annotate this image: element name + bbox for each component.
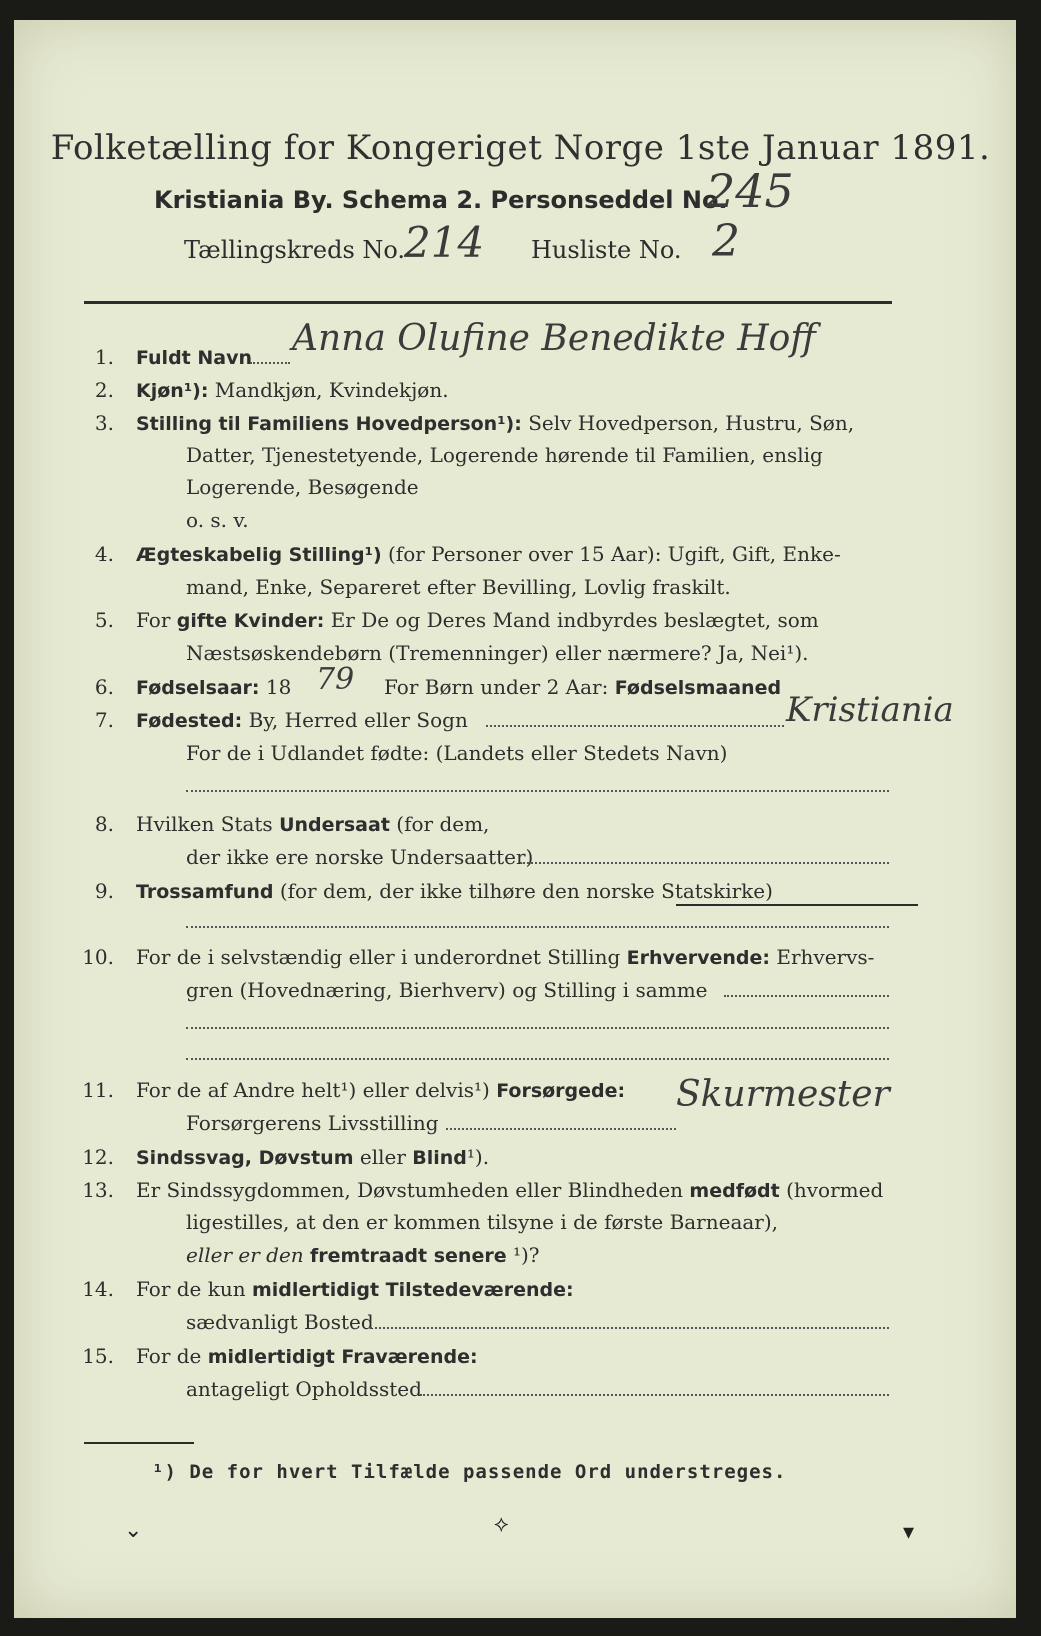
- field-3-number: 3.: [94, 411, 114, 435]
- field-3-row: Stilling til Familiens Hovedperson¹): Selv Hovedperson, Hustru, Søn,: [136, 411, 855, 435]
- corner-mark-center: ⟡: [494, 1512, 509, 1537]
- field-1-dots: [250, 362, 290, 364]
- field-4-row: Ægteskabelig Stilling¹) (for Personer over 15 Aar): Ugift, Gift, Enke-: [136, 542, 841, 566]
- field-7-row: Fødested: By, Herred eller Sogn: [136, 708, 468, 732]
- field-8-dots: [520, 862, 889, 864]
- field-7-blank-line: [186, 790, 889, 792]
- field-1-name-value: Anna Olufine Benedikte Hoff: [292, 318, 816, 359]
- field-14-number: 14.: [82, 1277, 114, 1301]
- footnote: ¹) De for hvert Tilfælde passende Ord understreges.: [152, 1461, 787, 1483]
- schema-line: [154, 186, 728, 214]
- field-15-number: 15.: [82, 1344, 114, 1368]
- field-11-provider-value: Skurmester: [676, 1074, 890, 1115]
- field-8-number: 8.: [94, 812, 114, 836]
- field-9-blank-line: [186, 926, 889, 928]
- field-11-row: For de af Andre helt¹) eller delvis¹) Forsørgede:: [136, 1078, 626, 1102]
- field-11-dots: [446, 1128, 676, 1130]
- field-1-label: Fuldt Navn: [136, 347, 253, 369]
- field-1-number: 1.: [94, 345, 114, 369]
- field-15-dots: [420, 1394, 889, 1396]
- field-15-line2: antageligt Opholdssted: [186, 1377, 422, 1401]
- field-9-row: Trossamfund (for dem, der ikke tilhøre den norske Statskirke): [136, 879, 773, 903]
- field-13-line3: eller er den fremtraadt senere ¹)?: [186, 1243, 540, 1267]
- field-14-row: For de kun midlertidigt Tilstedeværende:: [136, 1277, 574, 1301]
- taellingskreds-number: 214: [404, 218, 485, 267]
- field-5-number: 5.: [94, 608, 114, 632]
- field-6-row: Fødselsaar: 18: [136, 675, 292, 699]
- footnote-rule: [84, 1442, 194, 1444]
- field-4-number: 4.: [94, 542, 114, 566]
- field-15-row: For de midlertidigt Fraværende:: [136, 1344, 478, 1368]
- taellingskreds-label: Tællingskreds No.: [184, 236, 406, 264]
- field-3-line4: o. s. v.: [186, 508, 249, 532]
- field-11-line2: Forsørgerens Livsstilling: [186, 1111, 439, 1135]
- field-3-line3: Logerende, Besøgende: [186, 475, 419, 499]
- husliste-label: Husliste No.: [531, 236, 682, 264]
- field-10-dots: [724, 995, 889, 997]
- field-8-line2: der ikke ere norske Undersaatter): [186, 845, 534, 869]
- field-7-line2: For de i Udlandet fødte: (Landets eller Stedets Navn): [186, 741, 728, 765]
- husliste-number: 2: [712, 216, 740, 267]
- field-3-line2: Datter, Tjenestetyende, Logerende hørende til Familien, enslig: [186, 443, 823, 467]
- field-6-row-b: For Børn under 2 Aar: Fødselsmaaned: [384, 675, 782, 699]
- field-10-number: 10.: [82, 945, 114, 969]
- field-13-line2: ligestilles, at den er kommen tilsyne i de første Barneaar),: [186, 1210, 779, 1234]
- field-12-row: Sindssvag, Døvstum eller Blind¹).: [136, 1145, 490, 1169]
- corner-mark-left: ⌄: [124, 1518, 143, 1543]
- field-13-row: Er Sindssygdommen, Døvstumheden eller Blindheden medfødt (hvormed: [136, 1178, 884, 1202]
- field-5-line2: Næstsøskendebørn (Tremenninger) eller nærmere? Ja, Nei¹).: [186, 641, 809, 665]
- field-9-number: 9.: [94, 879, 114, 903]
- field-6-number: 6.: [94, 675, 114, 699]
- field-10-blank-line-2: [186, 1058, 889, 1060]
- field-5-row: For gifte Kvinder: Er De og Deres Mand indbyrdes beslægtet, som: [136, 608, 819, 632]
- field-13-number: 13.: [82, 1178, 114, 1202]
- field-10-line2: gren (Hovednæring, Bierhverv) og Stilling i samme: [186, 978, 708, 1002]
- form-title: Folketælling for Kongeriget Norge 1ste Januar 1891.: [50, 128, 991, 168]
- corner-mark-right: ▾: [903, 1520, 915, 1545]
- field-8-row: Hvilken Stats Undersaat (for dem,: [136, 812, 490, 836]
- field-2-number: 2.: [94, 378, 114, 402]
- field-7-number: 7.: [94, 708, 114, 732]
- field-2-row: Kjøn¹): Mandkjøn, Kvindekjøn.: [136, 378, 449, 402]
- personseddel-number: 245: [706, 164, 794, 218]
- field-11-number: 11.: [82, 1078, 114, 1102]
- field-10-row: For de i selvstændig eller i underordnet Stilling Erhvervende: Erhvervs-: [136, 945, 875, 969]
- field-7-dots: [486, 725, 784, 727]
- field-4-line2: mand, Enke, Separeret efter Bevilling, Lovlig fraskilt.: [186, 575, 731, 599]
- field-9-underline: [676, 904, 918, 906]
- field-14-dots: [370, 1327, 889, 1329]
- schema-line-label: Kristiania By. Schema 2. Personseddel No.: [154, 186, 728, 214]
- field-12-number: 12.: [82, 1145, 114, 1169]
- field-6-year-value: 79: [316, 662, 355, 697]
- field-10-blank-line: [186, 1027, 889, 1029]
- field-7-birthplace-value: Kristiania: [786, 690, 954, 730]
- header-rule: [84, 301, 892, 304]
- field-14-line2: sædvanligt Bosted: [186, 1310, 374, 1334]
